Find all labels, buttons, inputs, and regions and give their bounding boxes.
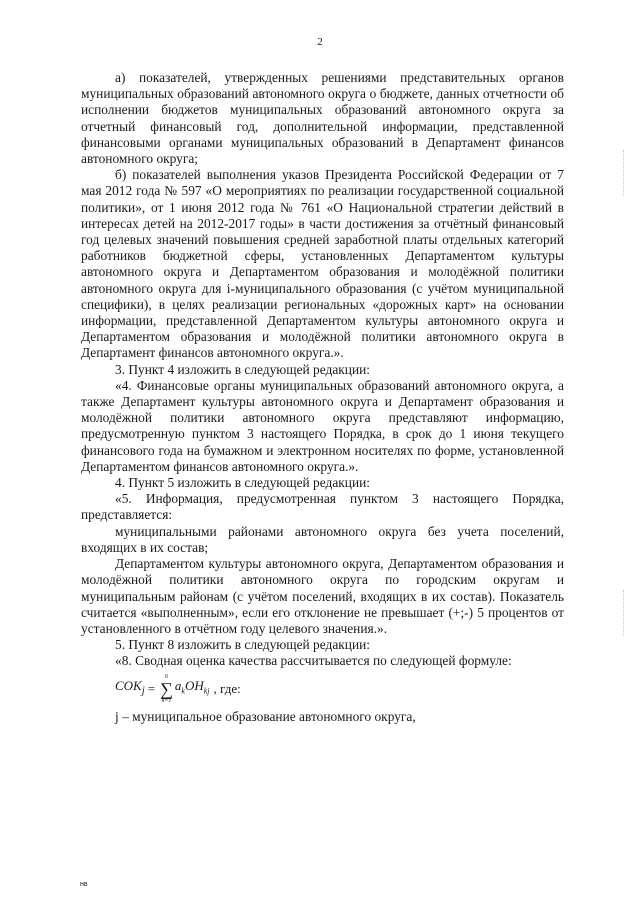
amendment-point-4: 4. Пункт 5 изложить в следующей редакции: [115, 475, 371, 491]
point-4-text: «4. Финансовые органы муниципальных образований автономного округа, а также Департамент культуры автономного округа и Департамент образования и молодёжной политики автономного округа представляют информацию, предусмотренную пунктом 3 настоящего Порядка, в срок до 1 июня текущего финансового года на бумажном и электронном носителях по форме, установленной Департаментом финансов автономного округа.». [81, 377, 564, 474]
sum-upper-limit: 6 [164, 673, 168, 680]
sigma-icon: ∑ [160, 678, 173, 699]
formula-term: $a_kOH_{kj}$ [174, 677, 210, 696]
point-5-districts: муниципальными районами автономного округа без учета поселений, входящих в их состав; [81, 523, 564, 555]
sum-lower-limit: k=1 [161, 697, 172, 704]
variable-definition-j: j – муниципальное образование автономного округа, [115, 708, 416, 724]
sum-symbol [160, 673, 173, 705]
footer-mark: нв [80, 881, 88, 888]
page-number: 2 [317, 36, 323, 48]
amendment-point-3: 3. Пункт 4 изложить в следующей редакции: [115, 361, 371, 377]
scan-artifact [623, 590, 626, 636]
formula-tail: , где: [213, 680, 241, 696]
quality-formula [81, 673, 564, 705]
formula-lhs: $СОК_j$ [115, 678, 145, 697]
scan-artifact [623, 150, 626, 196]
amendment-point-5: 5. Пункт 8 изложить в следующей редакции: [115, 637, 371, 653]
point-5-departments: Департаментом культуры автономного округа, Департаментом образования и молодёжной политики автономного округа по городским округам и муниципальным районам (с учётом поселений, входящих в их состав). Показатель считается «выполненным», если его отклонение не превышает (+;-) 5 процентов от установленного в отчётном году целевого значения.». [81, 556, 564, 636]
point-5-text: «5. Информация, предусмотренная пунктом 3 настоящего Порядка, представляется: [81, 491, 564, 523]
formula-equals: = [147, 680, 156, 696]
point-8-text: «8. Сводная оценка качества рассчитывается по следующей формуле: [115, 653, 512, 669]
document-body [81, 70, 564, 725]
paragraph-a: а) показателей, утвержденных решениями представительных органов муниципальных образований автономного округа о бюджете, данных отчетности об исполнении бюджетов муниципальных образований автономного округа за отчетный финансовый год, дополнительной информации, представленной финансовыми органами муниципальных образований в Департамент финансов автономного округа; [81, 70, 564, 167]
paragraph-b: б) показателей выполнения указов Президента Российской Федерации от 7 мая 2012 года № 597 «О мероприятиях по реализации государственной социальной политики», от 1 июня 2012 года № 761 «О Национальной стратегии действий в интересах детей на 2012-2017 годы» в части достижения за отчётный финансовый год целевых значений повышения средней заработной платы отдельных категорий работников бюджетной сферы, установленных Департаментом культуры автономного округа и Департаментом образования и молодёжной политики автономного округа для i-муниципального образования (с учётом муниципальной специфики), в целях реализации региональных «дорожных карт» на основании информации, представленной Департаментом культуры автономного округа и Департаментом образования и молодёжной политики автономного округа в Департамент финансов автономного округа.». [81, 167, 564, 361]
